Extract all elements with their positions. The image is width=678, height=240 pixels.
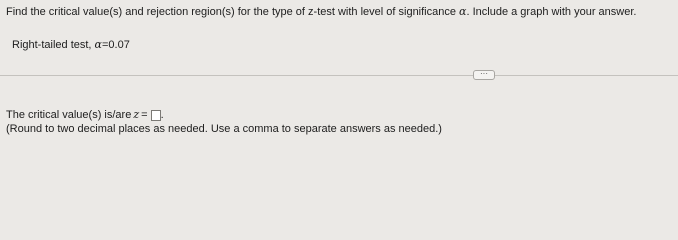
answer-prompt: The critical value(s) is/are (6, 109, 132, 121)
more-dots-icon: ··· (480, 68, 488, 78)
equals-sign: = (101, 39, 109, 51)
answer-line (6, 108, 164, 122)
answer-equals-sign: = (141, 109, 148, 121)
alpha-symbol-given: α (94, 38, 102, 51)
section-divider (0, 75, 678, 76)
expand-more-button[interactable] (473, 70, 495, 80)
answer-trailing-period: . (160, 109, 164, 121)
given-parameters (12, 38, 130, 52)
question-text (6, 5, 676, 19)
rounding-instructions: (Round to two decimal places as needed. Use a comma to separate answers as needed.) (6, 123, 442, 135)
question-text-start: Find the critical value(s) and rejection region(s) for the type of z-test with level of significance (6, 6, 460, 18)
alpha-value: 0.07 (108, 39, 130, 51)
z-variable: z (133, 108, 140, 121)
alpha-symbol: α (459, 5, 467, 18)
critical-value-input[interactable] (151, 110, 161, 121)
test-type-label: Right-tailed test, (12, 39, 92, 51)
question-text-end: . Include a graph with your answer. (466, 6, 637, 18)
